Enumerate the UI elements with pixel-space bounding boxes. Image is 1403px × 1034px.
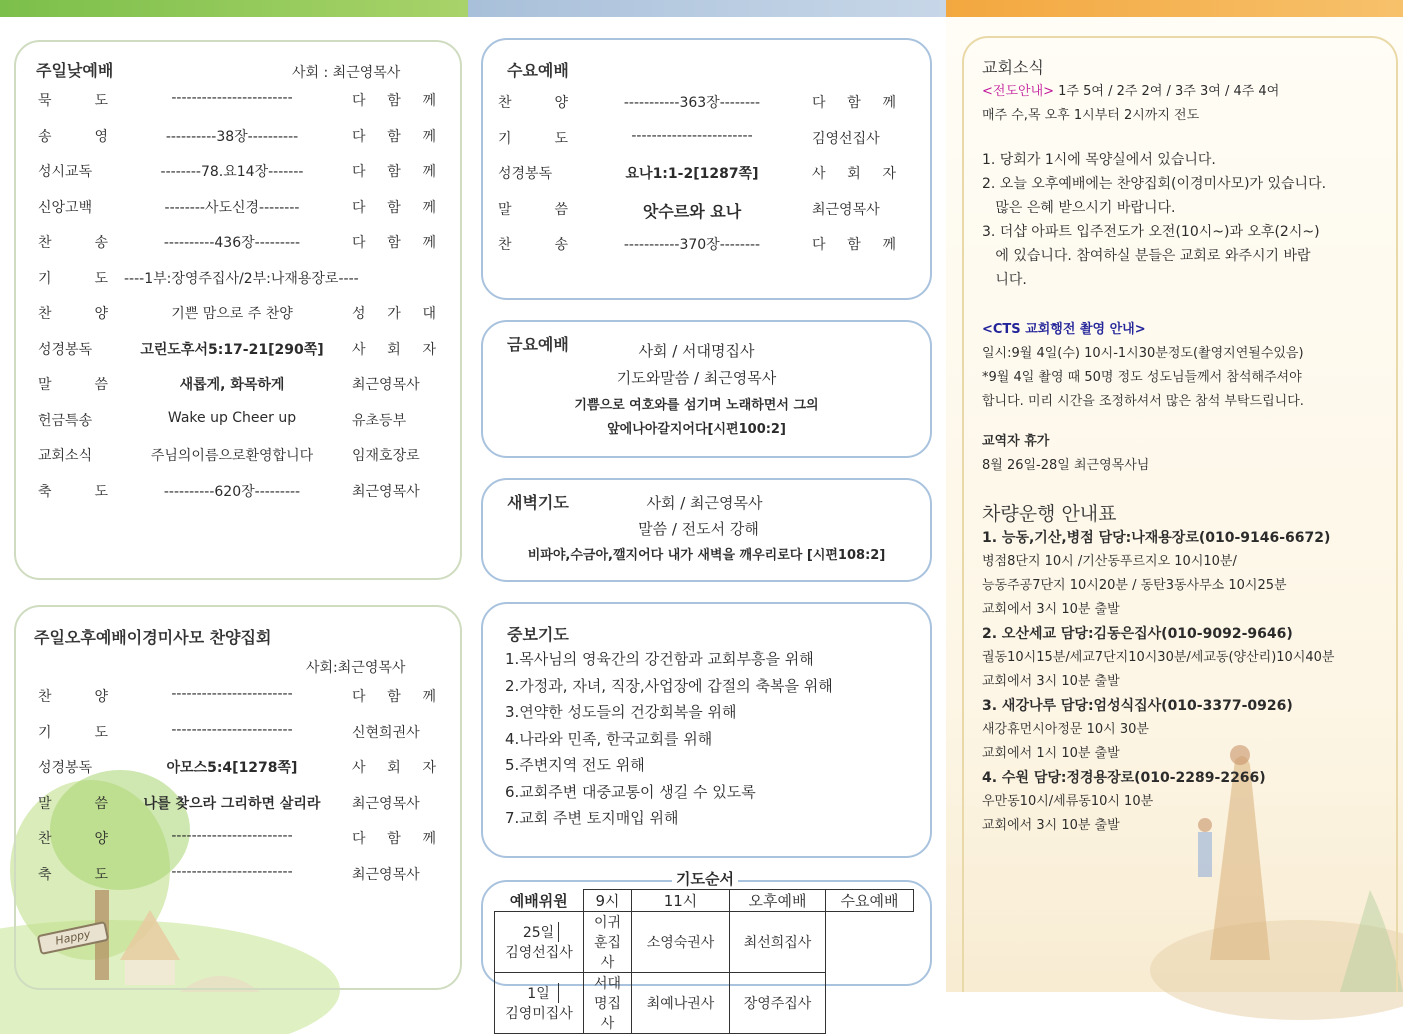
wednesday-item-content: ------------------------ [631,127,753,144]
sunday-afternoon-row [38,793,448,817]
sunday-morning-item-label: 말 씀 [38,377,108,393]
dawn-line-1: 사회 / 최근영목사 [646,494,763,512]
wednesday-title: 수요예배 [507,61,569,80]
vehicle-route-line: 능동주공7단지 10시20분 / 동탄3동사무소 10시25분 [982,578,1287,593]
sunday-afternoon-item-content: ------------------------ [171,686,293,702]
intercession-title: 중보기도 [507,625,569,644]
top-bar-green [0,0,468,17]
sunday-morning-item-content: 주님의이름으로환영합니다 [150,448,314,464]
wednesday-item-content: 앗수르와 요나 [642,201,742,221]
sunday-morning-item-content: 고린도후서5:17-21[290쪽] [140,341,324,358]
prayer-order-row [495,973,914,1034]
wednesday-item-person: 다 함 께 [812,237,896,253]
sunday-morning-item-content: --------78.요14장------- [160,164,304,180]
sunday-morning-item-label: 찬 송 [38,235,108,251]
sunday-morning-item-label: 교회소식 [38,448,93,464]
news-item: 니다. [982,272,1027,288]
church-news [982,56,1362,838]
sunday-morning-item-person: 다 함 께 [352,128,436,145]
prayer-date-cell [495,973,584,1034]
sunday-morning-item-person: 성 가 대 [352,306,436,322]
sunday-morning-row [38,303,448,327]
intercession-item: 5.주변지역 전도 위해 [505,756,645,774]
evangelism-text: 1주 5여 / 2주 2여 / 3주 3여 / 4주 4여 [1054,84,1280,99]
intercession-item: 7.교회 주변 토지매입 위해 [505,809,679,827]
news-item: 1. 당회가 1시에 목양실에서 있습니다. [982,152,1216,168]
wednesday-row [498,234,908,258]
prayer-header-cell: 11시 [632,890,730,912]
wednesday-item-person: 다 함 께 [812,95,896,111]
intercession-item: 1.목사님의 영육간의 강건함과 교회부흥을 위해 [505,650,814,668]
prayer-name: 김영미집사 [505,1006,573,1022]
sunday-morning-item-person: 최근영목사 [352,377,420,393]
sunday-morning-item-content: ----1부:장영주집사/2부:나재용장로---- [124,270,359,287]
vehicle-route-line: 교회에서 1시 10분 출발 [982,746,1120,761]
vehicle-route-line: 새강휴먼시아정문 10시 30분 [982,722,1149,737]
prayer-name: 김영선집사 [505,945,573,961]
happy-sign-text: Happy [54,927,92,948]
friday-service-box [481,320,932,458]
sunday-afternoon-row [38,864,448,888]
sunday-afternoon-item-label: 찬 양 [38,689,108,705]
sunday-morning-item-person: 임재호장로 [352,448,420,464]
sunday-morning-row [38,445,448,469]
leave-text: 8월 26일-28일 최근영목사님 [982,458,1150,473]
sunday-morning-item-person: 다 함 께 [352,235,436,251]
prayer-name-cell: 이귀훈집사 [584,912,632,973]
sunday-afternoon-item-person: 신현희권사 [352,724,420,741]
prayer-order-row [495,912,914,973]
wednesday-item-person: 최근영목사 [812,201,880,218]
sunday-morning-item-label: 성경봉독 [38,341,93,358]
prayer-header-cell: 수요예배 [826,890,914,912]
prayer-order-header-row [495,890,914,912]
vehicle-route-heading: 1. 능동,기산,병점 담당:나재용장로(010-9146-6672) [982,530,1331,546]
news-item: 많은 은혜 받으시기 바랍니다. [982,200,1176,216]
sunday-morning-item-content: --------사도신경-------- [164,199,300,216]
prayer-name-cell: 서대명집사 [584,973,632,1034]
sunday-afternoon-title-text: 주일오후예배 [34,628,127,647]
friday-line-2: 기도와말씀 / 최근영목사 [616,369,777,387]
intercession-item: 2.가정과, 자녀, 직장,사업장에 갑절의 축복을 위해 [505,676,833,695]
friday-verse-1: 기쁨으로 여호와를 섬기며 노래하면서 그의 [574,398,819,413]
dawn-verse: 비파야,수금아,깰지어다 내가 새벽을 깨우리로다 [시편108:2] [527,548,886,563]
sunday-morning-row [38,374,448,398]
vehicle-title: 차량운행 안내표 [982,503,1117,525]
prayer-date: 25일 [519,922,559,942]
wednesday-row [498,128,908,152]
vehicle-route-heading: 2. 오산세교 담당:김동은집사(010-9092-9646) [982,626,1293,642]
wednesday-row [498,199,908,223]
intercession-item: 3.연약한 성도들의 건강회복을 위해 [505,703,737,721]
friday-verse-2: 앞에나아갈지어다[시편100:2] [607,422,786,437]
sunday-morning-row [38,197,448,221]
sunday-morning-item-person: 유초등부 [352,412,407,429]
sunday-afternoon-title [34,625,271,648]
wednesday-item-label: 찬 송 [498,237,568,253]
vehicle-route-line: 교회에서 3시 10분 출발 [982,674,1120,689]
wednesday-item-content: -----------370장-------- [623,237,761,253]
sunday-morning-row [38,126,448,150]
sunday-morning-row [38,481,448,505]
cts-line: 일시:9월 4일(수) 10시-1시30분정도(촬영지연될수있음) [982,346,1304,361]
sunday-afternoon-subtitle: 이경미사모 찬양집회 [126,628,272,647]
prayer-header-cell: 오후예배 [730,890,826,912]
sunday-afternoon-item-person: 사 회 자 [352,760,436,776]
wednesday-item-person: 사 회 자 [812,166,896,182]
evangelism-label: <전도안내> [982,84,1055,99]
sunday-afternoon-item-person: 다 함 께 [352,831,436,847]
church-news-title: 교회소식 [982,58,1044,77]
sunday-morning-item-label: 축 도 [38,483,108,500]
sunday-morning-item-label: 기 도 [38,270,108,287]
sunday-morning-item-content: Wake up Cheer up [167,409,297,426]
sunday-afternoon-item-label: 찬 양 [38,831,108,847]
sunday-morning-item-label: 찬 양 [38,306,108,322]
sunday-afternoon-row [38,757,448,781]
sunday-morning-leader: 사회 : 최근영목사 [292,65,401,81]
prayer-name-cell: 소영숙권사 [632,912,730,973]
sunday-afternoon-item-label: 축 도 [38,866,108,883]
vehicle-route-line: 교회에서 3시 10분 출발 [982,818,1120,833]
sunday-afternoon-item-label: 기 도 [38,724,108,741]
evangelism-time: 매주 수,목 오후 1시부터 2시까지 전도 [982,108,1200,123]
sunday-afternoon-item-content: 나를 찾으라 그리하면 살리라 [143,795,321,812]
sunday-morning-item-person: 최근영목사 [352,483,420,500]
vehicle-route-line: 병점8단지 10시 /기산동푸르지오 10시10분/ [982,554,1237,569]
sunday-morning-item-label: 신앙고백 [38,199,93,216]
prayer-name-cell: 최예나권사 [632,973,730,1034]
sunday-afternoon-item-person: 최근영목사 [352,795,420,812]
prayer-name-cell: 장영주집사 [730,973,826,1034]
sunday-morning-item-label: 송 영 [38,128,108,145]
vehicle-route-heading: 4. 수원 담당:정경용장로(010-2289-2266) [982,770,1266,786]
wednesday-item-label: 찬 양 [498,95,568,111]
friday-title: 금요예배 [507,335,569,354]
vehicle-route-line: 교회에서 3시 10분 출발 [982,602,1120,617]
prayer-date: 1일 [519,983,559,1003]
sunday-morning-item-content: 새롭게, 화목하게 [179,377,285,393]
sunday-morning-item-person: 다 함 께 [352,199,436,216]
sunday-morning-item-content: ----------620장--------- [163,483,301,500]
sunday-morning-item-content: ------------------------ [171,90,293,106]
news-item: 에 있습니다. 참여하실 분들은 교회로 와주시기 바랍 [982,248,1311,264]
sunday-morning-row [38,232,448,256]
vehicle-route-line: 우만동10시/세류동10시 10분 [982,794,1154,809]
sunday-afternoon-item-content: ------------------------ [171,721,293,738]
vehicle-route-line: 궐동10시15분/세교7단지10시30분/세교동(양산리)10시40분 [982,650,1335,665]
sunday-morning-row [38,268,448,292]
sunday-morning-item-label: 헌금특송 [38,412,93,429]
wednesday-item-content: 요나1:1-2[1287쪽] [625,166,759,182]
intercession-item: 4.나라와 민족, 한국교회를 위해 [505,729,713,748]
news-item: 2. 오늘 오후예배에는 찬양집회(이경미사모)가 있습니다. [982,176,1327,192]
sunday-morning-item-content: ----------436장--------- [163,235,301,251]
sunday-morning-row [38,410,448,434]
wednesday-item-person: 김영선집사 [812,130,880,147]
friday-line-1: 사회 / 서대명집사 [638,342,755,360]
wednesday-row [498,163,908,187]
sunday-afternoon-item-person: 다 함 께 [352,689,436,705]
sunday-afternoon-row [38,722,448,746]
dawn-prayer-box [481,478,932,582]
news-item: 3. 더샵 아파트 입주전도가 오전(10시~)과 오후(2시~) [982,224,1320,240]
prayer-header-cell: 9시 [584,890,632,912]
dawn-line-2: 말씀 / 전도서 강해 [638,520,759,538]
sunday-afternoon-item-content: ------------------------ [171,828,293,844]
leave-title: 교역자 휴가 [982,434,1050,449]
cts-line: 합니다. 미리 시간을 조정하셔서 많은 참석 부탁드립니다. [982,394,1304,409]
evangelism-line [982,80,1362,104]
prayer-order-table [494,889,914,1034]
sunday-afternoon-item-label: 성경봉독 [38,760,93,776]
wednesday-item-label: 성경봉독 [498,166,553,182]
sunday-afternoon-item-content: 아모스5:4[1278쪽] [166,760,298,776]
sunday-morning-item-person: 다 함 께 [352,93,436,109]
sunday-morning-item-person: 사 회 자 [352,341,436,358]
sunday-afternoon-item-content: ------------------------ [171,863,293,880]
prayer-header-cell: 예배위원 [495,890,584,912]
prayer-date-cell [495,912,584,973]
cts-line: *9월 4일 촬영 때 50명 정도 성도님들께서 참석해주셔야 [982,370,1302,385]
sunday-afternoon-row [38,686,448,710]
sunday-morning-item-label: 묵 도 [38,93,108,109]
sunday-morning-title: 주일낮예배 [36,61,114,80]
dawn-title: 새벽기도 [507,493,569,512]
prayer-order-title: 기도순서 [672,868,738,889]
prayer-name-cell: 최선희집사 [730,912,826,973]
sunday-afternoon-item-person: 최근영목사 [352,866,420,883]
top-bar-blue [468,0,946,17]
sunday-afternoon-row [38,828,448,852]
sunday-morning-item-content: 기쁜 맘으로 주 찬양 [171,306,293,322]
cts-title: <CTS 교회행전 촬영 안내> [982,322,1146,337]
sunday-morning-row [38,339,448,363]
sunday-morning-row [38,161,448,185]
intercession-box [481,602,932,858]
sunday-morning-item-person: 다 함 께 [352,164,436,180]
wednesday-row [498,92,908,116]
sunday-afternoon-item-label: 말 씀 [38,795,108,812]
sunday-afternoon-leader: 사회:최근영목사 [306,660,406,676]
sunday-morning-row [38,90,448,114]
wednesday-item-label: 말 씀 [498,201,568,218]
sunday-morning-item-label: 성시교독 [38,164,93,180]
vehicle-route-heading: 3. 새강나루 담당:엄성식집사(010-3377-0926) [982,698,1293,714]
wednesday-item-content: -----------363장-------- [623,95,761,111]
sunday-morning-item-content: ----------38장---------- [165,128,299,145]
intercession-item: 6.교회주변 대중교통이 생길 수 있도록 [505,782,756,801]
wednesday-item-label: 기 도 [498,130,568,147]
top-bar-orange [946,0,1403,17]
